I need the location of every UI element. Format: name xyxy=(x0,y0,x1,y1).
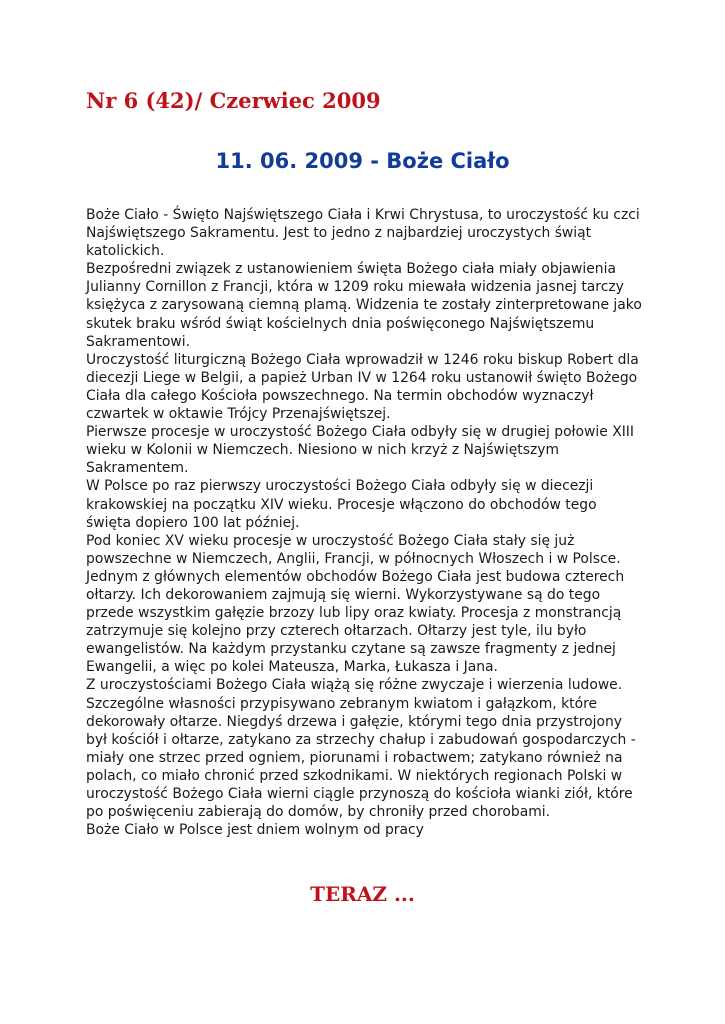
paragraph-origins: Bezpośredni związek z ustanowieniem święta Bożego ciała miały objawienia Julianny Cornillon z Francji, która w 1209 roku miewała widzenia jasnej tarczy księżyca z zarysowaną ciemną plamą. Widzenia te zostały zinterpretowane jako skutek braku wśród świąt kościelnych dnia poświęconego Najświętszemu Sakramentowi. xyxy=(86,261,642,350)
paragraph-folk-customs: Z uroczystościami Bożego Ciała wiążą się różne zwyczaje i wierzenia ludowe. Szczególne własności przypisywano zebranym kwiatom i gałązkom, które dekorowały ołtarze. Niegdyś drzewa i gałęzie, którymi tego dnia przystrojony był kościół i ołtarze, zatykano za strzechy chałup i zabudowań gospodarczych - miały one strzec przed ogniem, piorunami i robactwem; zatykano również na polach, co miało chronić przed szkodnikami. W niektórych regionach Polski w uroczystość Bożego Ciała wierni ciągle przynoszą do kościoła wianki ziół, które po poświęceniu zabierają do domów, by chroniły przed chorobami. xyxy=(86,677,636,821)
article-title: 11. 06. 2009 - Boże Ciało xyxy=(215,149,510,173)
footer-teraz: TERAZ ... xyxy=(310,882,415,906)
paragraph-first-processions: Pierwsze procesje w uroczystość Bożego Ciała odbyły się w drugiej połowie XIII wieku w Kolonii w Niemczech. Niesiono w nich krzyż z Najświętszym Sakramentem. xyxy=(86,424,634,477)
paragraph-intro: Boże Ciało - Święto Najświętszego Ciała i Krwi Chrystusa, to uroczystość ku czci Najświętszego Sakramentu. Jest to jedno z najbardziej uroczystych świąt katolickich. xyxy=(86,207,640,260)
paragraph-public-holiday: Boże Ciało w Polsce jest dniem wolnym od pracy xyxy=(86,822,424,839)
issue-heading: Nr 6 (42)/ Czerwiec 2009 xyxy=(86,88,381,113)
paragraph-liturgical-introduction: Uroczystość liturgiczną Bożego Ciała wprowadził w 1246 roku biskup Robert dla diecezji Liege w Belgii, a papież Urban IV w 1264 roku ustanowił święto Bożego Ciała dla całego Kościoła powszechnego. Na termin obchodów wyznaczył czwartek w oktawie Trójcy Przenajświętszej. xyxy=(86,351,639,423)
paragraph-altars: Pod koniec XV wieku procesje w uroczystość Bożego Ciała stały się już powszechne w Niemczech, Anglii, Francji, w północnych Włoszech i w Polsce. Jednym z głównych elementów obchodów Bożego Ciała jest budowa czterech ołtarzy. Ich dekorowaniem zajmują się wierni. Wykorzystywane są do tego przede wszystkim gałęzie brzozy lub lipy oraz kwiaty. Procesja z monstrancją zatrzymuje się kolejno przy czterech ołtarzach. Ołtarzy jest tyle, ilu było ewangelistów. Na każdym przystanku czytane są zawsze fragmenty z jednej Ewangelii, a więc po kolei Mateusza, Marka, Łukasza i Jana. xyxy=(86,532,625,676)
paragraph-poland-history: W Polsce po raz pierwszy uroczystości Bożego Ciała odbyły się w diecezji krakowskiej na początku XIV wieku. Procesje włączono do obchodów tego święta dopiero 100 lat później. xyxy=(86,478,597,531)
article-body xyxy=(86,206,642,839)
